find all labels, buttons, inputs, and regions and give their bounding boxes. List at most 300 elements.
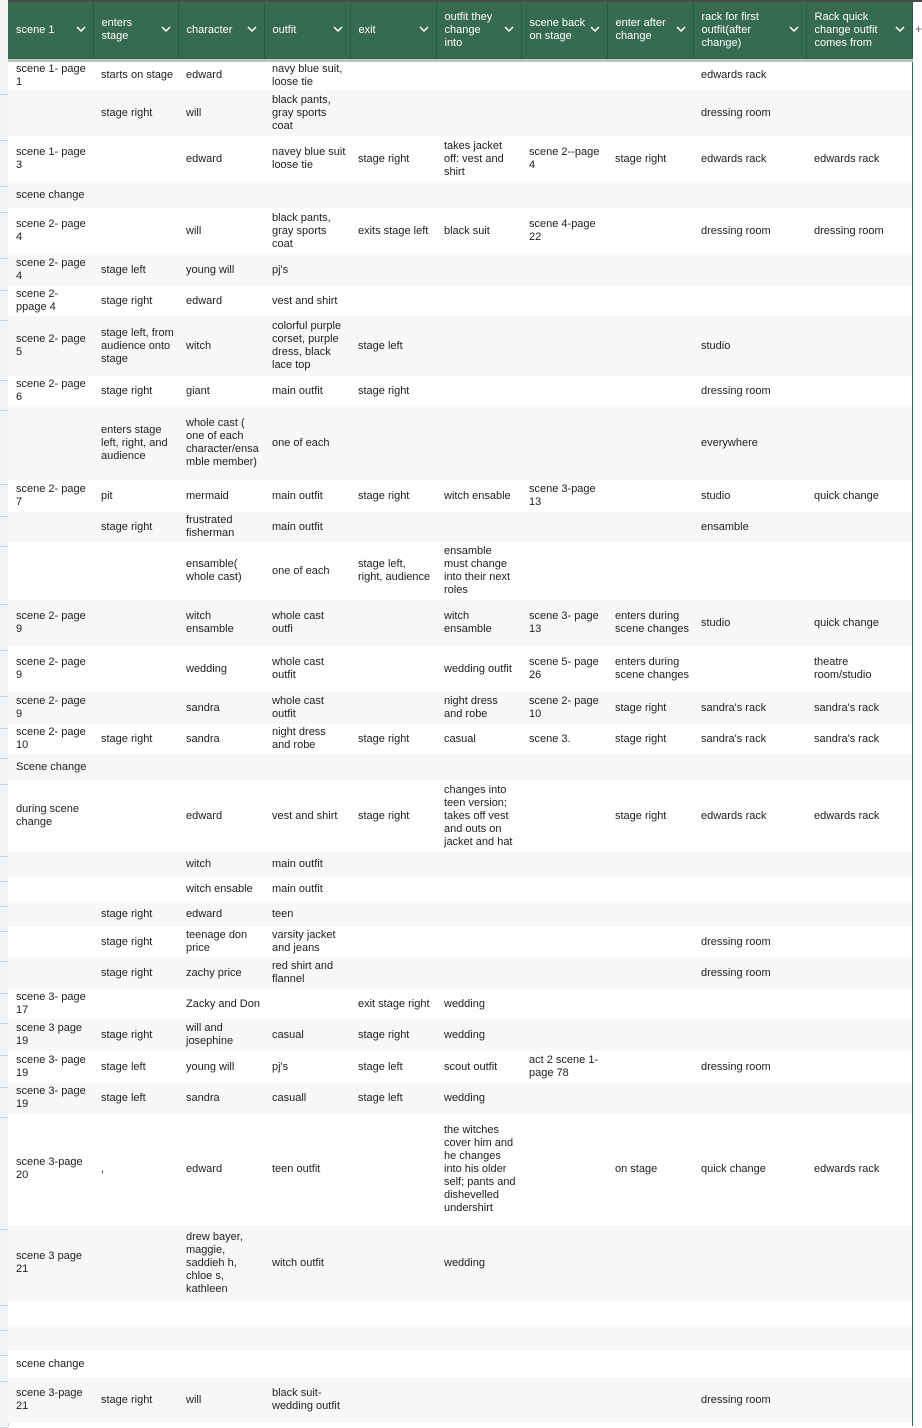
table-cell[interactable]: witch	[178, 852, 264, 877]
add-column-plus-icon[interactable]: +	[915, 22, 922, 36]
table-cell[interactable]: Zacky and Don	[178, 989, 264, 1019]
table-cell[interactable]	[806, 1351, 912, 1377]
table-cell[interactable]: pj's	[264, 254, 350, 286]
table-cell[interactable]	[607, 1351, 693, 1377]
table-cell[interactable]: pj's	[264, 1051, 350, 1083]
table-cell[interactable]	[350, 1301, 436, 1326]
table-cell[interactable]: main outfit	[264, 376, 350, 406]
table-cell[interactable]	[8, 542, 93, 600]
table-cell[interactable]: stage left, right, audience	[350, 542, 436, 600]
table-cell[interactable]	[607, 286, 693, 316]
table-cell[interactable]: vest and shirt	[264, 286, 350, 316]
table-cell[interactable]: teen	[264, 902, 350, 927]
table-cell[interactable]: stage right	[350, 780, 436, 852]
table-cell[interactable]	[806, 286, 912, 316]
table-cell[interactable]	[264, 182, 350, 208]
table-cell[interactable]	[436, 754, 521, 780]
table-cell[interactable]	[693, 1301, 806, 1326]
table-cell[interactable]	[8, 1326, 93, 1351]
table-cell[interactable]: sandra's rack	[693, 724, 806, 754]
table-cell[interactable]: whole cast outfit	[264, 646, 350, 692]
table-cell[interactable]: stage left, from audience onto stage	[93, 316, 178, 376]
table-cell[interactable]	[607, 1083, 693, 1113]
table-cell[interactable]: stage right	[350, 480, 436, 512]
table-cell[interactable]	[521, 989, 607, 1019]
table-cell[interactable]: stage right	[350, 376, 436, 406]
table-cell[interactable]	[8, 877, 93, 902]
table-cell[interactable]	[93, 542, 178, 600]
table-cell[interactable]: stage right	[607, 724, 693, 754]
table-cell[interactable]: varsity jacket and jeans	[264, 927, 350, 957]
table-cell[interactable]: navy blue suit, loose tie	[264, 60, 350, 90]
table-cell[interactable]: stage right	[607, 136, 693, 182]
table-cell[interactable]	[693, 182, 806, 208]
table-cell[interactable]	[607, 1225, 693, 1301]
table-cell[interactable]	[806, 1225, 912, 1301]
table-cell[interactable]: scene 3- page 17	[8, 989, 93, 1019]
table-cell[interactable]: stage left	[350, 1051, 436, 1083]
table-cell[interactable]	[521, 852, 607, 877]
table-cell[interactable]: vest and shirt	[264, 780, 350, 852]
table-cell[interactable]: edwards rack	[693, 780, 806, 852]
chevron-down-icon[interactable]	[75, 23, 87, 35]
table-cell[interactable]: stage right	[93, 1377, 178, 1423]
table-cell[interactable]: everywhere	[693, 406, 806, 480]
table-cell[interactable]: scene 3-page 21	[8, 1377, 93, 1423]
table-cell[interactable]	[607, 1326, 693, 1351]
table-cell[interactable]	[806, 902, 912, 927]
column-header[interactable]	[93, 2, 178, 60]
table-cell[interactable]: ,	[93, 1113, 178, 1225]
table-cell[interactable]: dressing room	[693, 90, 806, 136]
table-cell[interactable]: edwards rack	[806, 136, 912, 182]
table-cell[interactable]: will	[178, 1377, 264, 1423]
table-cell[interactable]: whole cast outfit	[264, 692, 350, 724]
table-cell[interactable]	[93, 754, 178, 780]
table-cell[interactable]: one of each	[264, 542, 350, 600]
table-cell[interactable]	[521, 286, 607, 316]
table-cell[interactable]: edward	[178, 902, 264, 927]
table-cell[interactable]	[521, 1301, 607, 1326]
table-cell[interactable]: main outfit	[264, 852, 350, 877]
table-cell[interactable]: scene 2- page 9	[8, 600, 93, 646]
chevron-down-icon[interactable]	[160, 23, 172, 35]
table-cell[interactable]: wedding	[436, 1019, 521, 1051]
table-cell[interactable]	[806, 754, 912, 780]
table-cell[interactable]	[693, 852, 806, 877]
table-cell[interactable]: dressing room	[693, 1377, 806, 1423]
table-cell[interactable]: enters during scene changes	[607, 646, 693, 692]
table-cell[interactable]	[521, 957, 607, 989]
table-cell[interactable]: dressing room	[693, 957, 806, 989]
column-header[interactable]	[350, 2, 436, 60]
table-cell[interactable]	[607, 1301, 693, 1326]
table-cell[interactable]	[607, 480, 693, 512]
table-cell[interactable]	[436, 852, 521, 877]
table-cell[interactable]	[436, 376, 521, 406]
table-cell[interactable]	[693, 1351, 806, 1377]
table-cell[interactable]	[436, 316, 521, 376]
table-cell[interactable]	[806, 1019, 912, 1051]
table-cell[interactable]: wedding outfit	[436, 646, 521, 692]
table-cell[interactable]	[693, 989, 806, 1019]
table-cell[interactable]: scene 3- page 13	[521, 600, 607, 646]
table-cell[interactable]: studio	[693, 480, 806, 512]
table-cell[interactable]: quick change	[806, 600, 912, 646]
table-cell[interactable]	[521, 902, 607, 927]
table-cell[interactable]	[350, 646, 436, 692]
table-cell[interactable]: stage left	[93, 1083, 178, 1113]
table-cell[interactable]: scene 3- page 19	[8, 1051, 93, 1083]
table-cell[interactable]	[806, 1051, 912, 1083]
table-cell[interactable]: wedding	[436, 1083, 521, 1113]
table-cell[interactable]	[806, 1377, 912, 1423]
table-cell[interactable]: stage left	[350, 1083, 436, 1113]
table-cell[interactable]	[521, 1377, 607, 1423]
table-cell[interactable]	[93, 208, 178, 254]
table-cell[interactable]: night dress and robe	[436, 692, 521, 724]
column-header[interactable]	[607, 2, 693, 60]
table-cell[interactable]	[178, 1301, 264, 1326]
table-cell[interactable]: scene 1- page 1	[8, 60, 93, 90]
column-header[interactable]	[521, 2, 607, 60]
table-cell[interactable]	[350, 600, 436, 646]
table-cell[interactable]	[350, 852, 436, 877]
table-cell[interactable]: stage left	[93, 254, 178, 286]
table-cell[interactable]	[521, 316, 607, 376]
table-cell[interactable]: sandra's rack	[806, 724, 912, 754]
column-header[interactable]	[436, 2, 521, 60]
table-cell[interactable]: scene 3- page 19	[8, 1083, 93, 1113]
table-cell[interactable]: theatre room/studio	[806, 646, 912, 692]
table-cell[interactable]	[521, 1351, 607, 1377]
table-cell[interactable]	[693, 754, 806, 780]
table-cell[interactable]	[521, 780, 607, 852]
table-cell[interactable]	[93, 136, 178, 182]
table-cell[interactable]	[350, 902, 436, 927]
table-cell[interactable]	[8, 957, 93, 989]
table-cell[interactable]	[521, 254, 607, 286]
table-cell[interactable]: edwards rack	[693, 60, 806, 90]
column-header[interactable]	[693, 2, 806, 60]
table-cell[interactable]: colorful purple corset, purple dress, black lace top	[264, 316, 350, 376]
table-cell[interactable]	[350, 90, 436, 136]
table-cell[interactable]: casual	[264, 1019, 350, 1051]
table-cell[interactable]	[436, 182, 521, 208]
table-cell[interactable]: stage right	[350, 1019, 436, 1051]
table-cell[interactable]	[607, 877, 693, 902]
table-cell[interactable]	[8, 512, 93, 542]
table-cell[interactable]	[93, 600, 178, 646]
table-cell[interactable]	[436, 512, 521, 542]
table-cell[interactable]	[693, 286, 806, 316]
table-cell[interactable]	[350, 406, 436, 480]
table-cell[interactable]: stage right	[93, 1019, 178, 1051]
column-header[interactable]	[806, 2, 912, 60]
table-cell[interactable]	[264, 754, 350, 780]
table-cell[interactable]: witch ensamble	[178, 600, 264, 646]
table-cell[interactable]	[806, 852, 912, 877]
table-cell[interactable]: stage right	[93, 724, 178, 754]
table-cell[interactable]	[436, 1351, 521, 1377]
table-cell[interactable]	[178, 182, 264, 208]
table-cell[interactable]: witch outfit	[264, 1225, 350, 1301]
table-cell[interactable]: stage right	[350, 724, 436, 754]
table-cell[interactable]: scene 2- page 7	[8, 480, 93, 512]
table-cell[interactable]: black pants, gray sports coat	[264, 208, 350, 254]
table-cell[interactable]: pit	[93, 480, 178, 512]
table-cell[interactable]: stage left	[93, 1051, 178, 1083]
table-cell[interactable]: quick change	[806, 480, 912, 512]
table-cell[interactable]	[607, 957, 693, 989]
table-cell[interactable]	[607, 316, 693, 376]
table-cell[interactable]	[521, 512, 607, 542]
table-cell[interactable]: stage right	[93, 376, 178, 406]
table-cell[interactable]	[693, 254, 806, 286]
table-cell[interactable]: stage right	[607, 780, 693, 852]
chevron-down-icon[interactable]	[894, 23, 906, 35]
table-cell[interactable]	[693, 646, 806, 692]
table-cell[interactable]	[436, 957, 521, 989]
table-cell[interactable]: scene 1- page 3	[8, 136, 93, 182]
table-cell[interactable]	[436, 90, 521, 136]
table-cell[interactable]: scene 2- page 9	[8, 692, 93, 724]
table-cell[interactable]: whole cast ( one of each character/ensamble member)	[178, 406, 264, 480]
table-cell[interactable]: will	[178, 90, 264, 136]
table-cell[interactable]	[806, 1083, 912, 1113]
table-cell[interactable]: studio	[693, 316, 806, 376]
table-cell[interactable]: will and josephine	[178, 1019, 264, 1051]
table-cell[interactable]: scene 3-page 13	[521, 480, 607, 512]
table-cell[interactable]: teenage don price	[178, 927, 264, 957]
table-cell[interactable]: Scene change	[8, 754, 93, 780]
table-cell[interactable]: zachy price	[178, 957, 264, 989]
table-cell[interactable]	[264, 1301, 350, 1326]
table-cell[interactable]	[350, 877, 436, 902]
chevron-down-icon[interactable]	[675, 23, 687, 35]
table-cell[interactable]: scene 3.	[521, 724, 607, 754]
table-cell[interactable]: witch ensamble	[436, 600, 521, 646]
table-cell[interactable]: witch	[178, 316, 264, 376]
table-cell[interactable]	[350, 1113, 436, 1225]
table-cell[interactable]	[521, 376, 607, 406]
chevron-down-icon[interactable]	[332, 23, 344, 35]
table-cell[interactable]	[93, 1301, 178, 1326]
table-cell[interactable]: frustrated fisherman	[178, 512, 264, 542]
table-cell[interactable]	[521, 542, 607, 600]
table-cell[interactable]	[436, 286, 521, 316]
table-cell[interactable]	[521, 90, 607, 136]
table-cell[interactable]	[607, 989, 693, 1019]
table-cell[interactable]: main outfit	[264, 480, 350, 512]
table-cell[interactable]: stage right	[93, 90, 178, 136]
table-cell[interactable]: black suit- wedding outfit	[264, 1377, 350, 1423]
table-cell[interactable]: navey blue suit loose tie	[264, 136, 350, 182]
table-cell[interactable]: stage right	[93, 286, 178, 316]
chevron-down-icon[interactable]	[246, 23, 258, 35]
table-cell[interactable]	[521, 182, 607, 208]
table-cell[interactable]: edward	[178, 780, 264, 852]
table-cell[interactable]	[93, 692, 178, 724]
table-cell[interactable]: scene 2- page 9	[8, 646, 93, 692]
table-cell[interactable]	[806, 927, 912, 957]
table-cell[interactable]	[607, 90, 693, 136]
table-cell[interactable]	[521, 1225, 607, 1301]
table-cell[interactable]	[607, 254, 693, 286]
table-cell[interactable]: will	[178, 208, 264, 254]
table-cell[interactable]	[93, 646, 178, 692]
table-cell[interactable]	[607, 182, 693, 208]
table-cell[interactable]	[350, 1326, 436, 1351]
table-cell[interactable]: dressing room	[693, 927, 806, 957]
table-cell[interactable]: scene 3-page 20	[8, 1113, 93, 1225]
table-cell[interactable]: main outfit	[264, 877, 350, 902]
table-cell[interactable]	[607, 902, 693, 927]
table-cell[interactable]: scene 2- page 5	[8, 316, 93, 376]
table-cell[interactable]: night dress and robe	[264, 724, 350, 754]
table-cell[interactable]: dressing room	[806, 208, 912, 254]
table-cell[interactable]	[521, 754, 607, 780]
table-cell[interactable]	[607, 406, 693, 480]
table-cell[interactable]	[350, 286, 436, 316]
table-cell[interactable]	[806, 512, 912, 542]
table-cell[interactable]: edward	[178, 136, 264, 182]
table-cell[interactable]: ensamble must change into their next roles	[436, 542, 521, 600]
table-cell[interactable]	[521, 60, 607, 90]
table-cell[interactable]: ensamble( whole cast)	[178, 542, 264, 600]
table-cell[interactable]: casuall	[264, 1083, 350, 1113]
table-cell[interactable]: dressing room	[693, 208, 806, 254]
table-cell[interactable]	[607, 1019, 693, 1051]
table-cell[interactable]: black pants, gray sports coat	[264, 90, 350, 136]
table-cell[interactable]	[93, 780, 178, 852]
table-cell[interactable]: black suit	[436, 208, 521, 254]
table-cell[interactable]	[350, 927, 436, 957]
table-cell[interactable]	[521, 1083, 607, 1113]
chevron-down-icon[interactable]	[503, 23, 515, 35]
table-cell[interactable]	[8, 927, 93, 957]
table-cell[interactable]	[806, 1301, 912, 1326]
table-cell[interactable]	[350, 254, 436, 286]
table-cell[interactable]: sandra	[178, 1083, 264, 1113]
table-cell[interactable]: dressing room	[693, 376, 806, 406]
table-cell[interactable]: witch ensable	[436, 480, 521, 512]
table-cell[interactable]: young will	[178, 1051, 264, 1083]
table-cell[interactable]	[607, 376, 693, 406]
table-cell[interactable]: the witches cover him and he changes into his older self; pants and dishevelled undershirt	[436, 1113, 521, 1225]
table-cell[interactable]: edward	[178, 286, 264, 316]
table-cell[interactable]	[607, 852, 693, 877]
column-header[interactable]	[8, 2, 93, 60]
table-cell[interactable]	[693, 542, 806, 600]
table-cell[interactable]: starts on stage	[93, 60, 178, 90]
table-cell[interactable]: act 2 scene 1-page 78	[521, 1051, 607, 1083]
table-cell[interactable]: scout outfit	[436, 1051, 521, 1083]
table-cell[interactable]	[521, 1113, 607, 1225]
table-cell[interactable]	[436, 60, 521, 90]
table-cell[interactable]: scene 2- page 4	[8, 208, 93, 254]
table-cell[interactable]	[521, 406, 607, 480]
table-cell[interactable]	[264, 1351, 350, 1377]
table-cell[interactable]	[436, 406, 521, 480]
table-cell[interactable]	[350, 1351, 436, 1377]
table-cell[interactable]: edward	[178, 1113, 264, 1225]
table-cell[interactable]	[350, 1377, 436, 1423]
table-cell[interactable]: sandra	[178, 692, 264, 724]
table-cell[interactable]: wedding	[436, 1225, 521, 1301]
table-cell[interactable]: sandra's rack	[693, 692, 806, 724]
table-cell[interactable]	[350, 60, 436, 90]
table-cell[interactable]	[806, 989, 912, 1019]
table-cell[interactable]	[350, 182, 436, 208]
table-cell[interactable]	[350, 1225, 436, 1301]
table-cell[interactable]	[93, 1351, 178, 1377]
table-cell[interactable]: scene 3 page 21	[8, 1225, 93, 1301]
table-cell[interactable]: teen outfit	[264, 1113, 350, 1225]
chevron-down-icon[interactable]	[418, 23, 430, 35]
table-cell[interactable]	[521, 1326, 607, 1351]
table-cell[interactable]: scene 2- ppage 4	[8, 286, 93, 316]
table-cell[interactable]: scene change	[8, 182, 93, 208]
table-cell[interactable]	[436, 1377, 521, 1423]
table-cell[interactable]: sandra	[178, 724, 264, 754]
table-cell[interactable]	[178, 1351, 264, 1377]
table-cell[interactable]	[436, 902, 521, 927]
table-cell[interactable]	[607, 208, 693, 254]
table-cell[interactable]	[8, 852, 93, 877]
table-cell[interactable]	[607, 754, 693, 780]
table-cell[interactable]	[350, 512, 436, 542]
table-cell[interactable]	[436, 254, 521, 286]
table-cell[interactable]	[607, 512, 693, 542]
table-cell[interactable]	[806, 542, 912, 600]
table-cell[interactable]: enters during scene changes	[607, 600, 693, 646]
table-cell[interactable]	[350, 957, 436, 989]
table-cell[interactable]: scene 5- page 26	[521, 646, 607, 692]
table-cell[interactable]: stage right	[93, 902, 178, 927]
table-cell[interactable]	[436, 927, 521, 957]
table-cell[interactable]: quick change	[693, 1113, 806, 1225]
table-cell[interactable]	[93, 1225, 178, 1301]
table-cell[interactable]: stage right	[93, 927, 178, 957]
table-cell[interactable]	[607, 927, 693, 957]
table-cell[interactable]: exits stage left	[350, 208, 436, 254]
table-cell[interactable]: scene 4-page 22	[521, 208, 607, 254]
table-cell[interactable]: casual	[436, 724, 521, 754]
table-cell[interactable]: scene 3 page 19	[8, 1019, 93, 1051]
table-cell[interactable]	[350, 692, 436, 724]
table-cell[interactable]: one of each	[264, 406, 350, 480]
table-cell[interactable]: stage left	[350, 316, 436, 376]
table-cell[interactable]	[93, 182, 178, 208]
table-cell[interactable]: red shirt and flannel	[264, 957, 350, 989]
table-cell[interactable]: mermaid	[178, 480, 264, 512]
table-cell[interactable]	[806, 316, 912, 376]
table-cell[interactable]	[350, 754, 436, 780]
table-cell[interactable]: stage right	[607, 692, 693, 724]
table-cell[interactable]	[806, 1326, 912, 1351]
table-cell[interactable]	[8, 90, 93, 136]
table-cell[interactable]: takes jacket off: vest and shirt	[436, 136, 521, 182]
table-cell[interactable]	[93, 852, 178, 877]
column-header[interactable]	[178, 2, 264, 60]
table-cell[interactable]	[607, 1377, 693, 1423]
table-cell[interactable]: scene 2- page 10	[8, 724, 93, 754]
table-cell[interactable]	[607, 60, 693, 90]
table-cell[interactable]	[436, 1326, 521, 1351]
table-cell[interactable]: exit stage right	[350, 989, 436, 1019]
table-cell[interactable]: edwards rack	[693, 136, 806, 182]
